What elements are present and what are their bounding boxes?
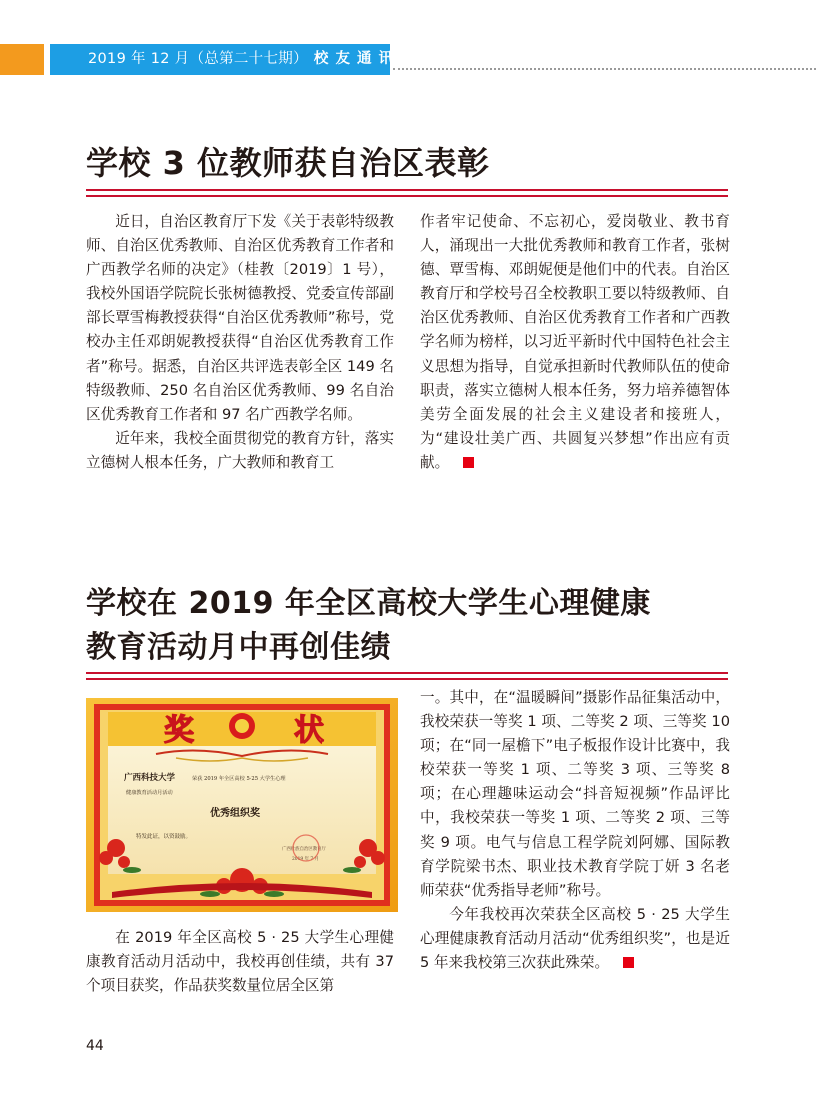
header-bar <box>50 44 395 75</box>
article2-title-line2: 教育活动月中再创佳绩 <box>86 630 391 665</box>
header-publication: 校 友 通 讯 <box>313 51 395 67</box>
certificate-closing: 特发此证，以资鼓励。 <box>136 834 192 840</box>
end-mark-icon <box>623 957 634 968</box>
article2-column-right <box>420 686 730 975</box>
article1-title: 学校 3 位教师获自治区表彰 <box>86 144 490 182</box>
article2-paragraph-continued: 一。其中，在“温暖瞬间”摄影作品征集活动中，我校荣获一等奖 1 项、二等奖 2 项、三等奖 10 项；在“同一屋檐下”电子板报作设计比赛中，我校荣获一等奖 1 项、二等奖 3 项、三等奖 8 项；在心理趣味运动会“抖音短视频”作品评比中，我校荣获一等奖 1 项、二等奖 2 项、三等奖 9 项。电气与信息工程学院刘阿娜、国际教育学院梁书杰、职业技术教育学院丁妍 3 名老师荣获“优秀指导老师”称号。 <box>420 689 730 899</box>
article1-paragraph: 近日，自治区教育厅下发《关于表彰特级教师、自治区优秀教师、自治区优秀教育工作者和广西教学名师的决定》（桂教〔2019〕1 号），我校外国语学院院长张树德教授、党委宣传部副部长覃雪梅教授获得“自治区优秀教师”称号，党校办主任邓朗妮教授获得“自治区优秀教育工作者”称号。据悉，自治区共评选表彰全区 149 名特级教师、250 名自治区优秀教师、99 名自治区优秀教育工作者和 97 名广西教学名师。 <box>86 213 394 423</box>
article2-paragraph: 在 2019 年全区高校 5 · 25 大学生心理健康教育活动月活动中，我校再创佳绩，共有 37 个项目获奖，作品获奖数量位居全区第 <box>86 929 394 995</box>
article2-title-rule <box>86 672 728 680</box>
header-orange-block <box>0 44 44 75</box>
end-mark-icon <box>463 457 474 468</box>
svg-text:奖: 奖 <box>164 713 194 748</box>
article1-paragraph-text: 作者牢记使命、不忘初心，爱岗敬业、教书育人，涌现出一大批优秀教师和教育工作者，张树德、覃雪梅、邓朗妮便是他们中的代表。自治区教育厅和学校号召全校教职工要以特级教师、自治区优秀教师、自治区优秀教育工作者和广西教学名师为榜样，以习近平新时代中国特色社会主义思想为指导，自觉承担新时代教师队伍的使命职责，落实立德树人根本任务，努力培养德智体美劳全面发展的社会主义建设者和接班人，为“建设壮美广西、共圆复兴梦想”作出应有贡献。 <box>420 213 730 471</box>
article1-column-left <box>86 210 394 475</box>
header-dotted-line <box>393 68 816 70</box>
article1-title-rule <box>86 189 728 197</box>
certificate-school: 广西科技大学 <box>124 773 176 783</box>
article2-column-left <box>86 926 394 998</box>
certificate-line1: 荣获 2019 年全区高校 5·25 大学生心理 <box>192 776 286 782</box>
certificate-photo <box>86 698 398 912</box>
article1-paragraph-continued <box>420 210 730 475</box>
article1-paragraph: 近年来，我校全面贯彻党的教育方针，落实立德树人根本任务，广大教师和教育工 <box>86 429 394 471</box>
certificate-date: 2019 年 7 月 <box>292 857 319 862</box>
article2-paragraph-text: 今年我校再次荣获全区高校 5 · 25 大学生心理健康教育活动月活动“优秀组织奖”，也是近 5 年来我校第三次获此殊荣。 <box>420 905 730 972</box>
article2-paragraph-final <box>420 903 730 975</box>
article2-title-line1: 学校在 2019 年全区高校大学生心理健康 <box>86 586 651 621</box>
svg-text:状: 状 <box>294 713 324 748</box>
certificate-award: 优秀组织奖 <box>210 808 260 819</box>
page-number: 44 <box>86 1038 104 1054</box>
certificate-line2: 健康教育活动月活动 <box>126 790 173 796</box>
certificate-issuer: 广西壮族自治区教育厅 <box>282 847 326 852</box>
article1-column-right <box>420 210 730 475</box>
header-issue: 2019 年 12 月（总第二十七期） <box>88 51 308 67</box>
